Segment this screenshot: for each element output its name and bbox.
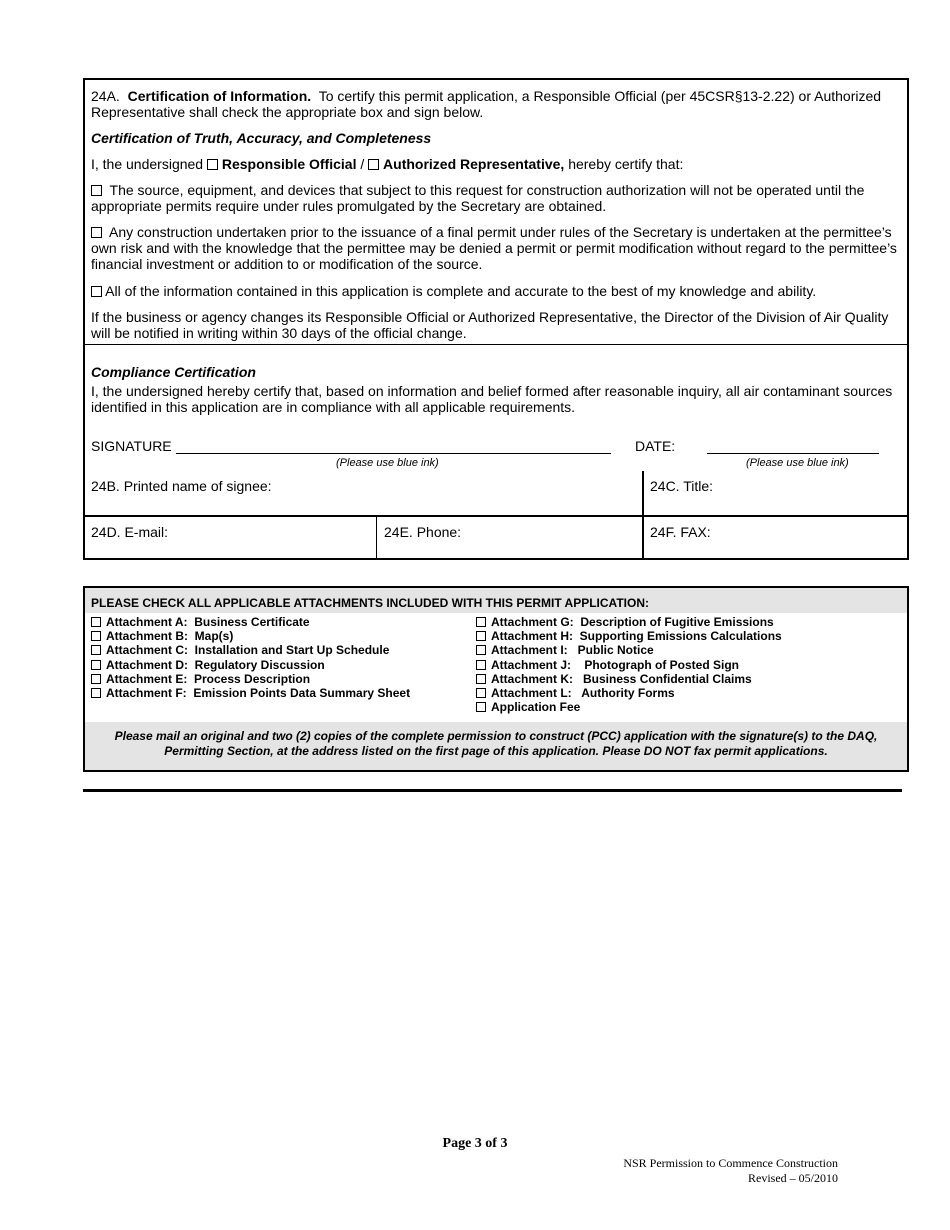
compliance-heading: Compliance Certification xyxy=(91,364,256,380)
change-notice: If the business or agency changes its Responsible Official or Authorized Representative, the Director of the Division of Air Quality will be notified in writing within 30 days of the official change. xyxy=(91,309,889,341)
attachment-checkbox[interactable] xyxy=(476,688,486,698)
attachments-header xyxy=(85,588,907,613)
undersigned-line xyxy=(91,156,901,172)
attachment-label: Attachment K: Business Confidential Claims xyxy=(491,671,752,686)
compliance-text: I, the undersigned hereby certify that, based on information and belief formed after reasonable inquiry, all air contaminant sources identified in this application are in compliance with all applicable requirements. xyxy=(91,383,893,415)
attachment-checkbox[interactable] xyxy=(476,631,486,641)
certification-intro xyxy=(91,88,901,120)
statement-3-checkbox[interactable] xyxy=(91,286,102,297)
attachment-label: Attachment B: Map(s) xyxy=(106,629,234,644)
authorized-rep-checkbox[interactable] xyxy=(368,159,379,170)
attachment-checkbox[interactable] xyxy=(91,660,101,670)
mail-instructions-box xyxy=(85,722,907,770)
signature-ink-note: (Please use blue ink) xyxy=(336,457,439,469)
undersigned-suffix: hereby certify that: xyxy=(568,156,684,172)
revision-date: Revised – 05/2010 xyxy=(748,1171,838,1185)
attachment-label: Attachment C: Installation and Start Up Schedule xyxy=(106,643,390,658)
form-name: NSR Permission to Commence Construction xyxy=(623,1156,838,1170)
attachment-checkbox[interactable] xyxy=(476,702,486,712)
attachment-item[interactable] xyxy=(476,672,782,686)
attachment-checkbox[interactable] xyxy=(91,631,101,641)
attachment-label: Attachment H: Supporting Emissions Calculations xyxy=(491,629,782,644)
attachments-right-column xyxy=(476,615,782,714)
attachment-checkbox[interactable] xyxy=(91,674,101,684)
statement-3-text: All of the information contained in this application is complete and accurate to the best of my knowledge and ability. xyxy=(105,283,817,299)
statement-1-checkbox[interactable] xyxy=(91,185,102,196)
attachment-label: Attachment A: Business Certificate xyxy=(106,615,310,629)
attachment-item[interactable] xyxy=(91,643,410,657)
printed-name-field[interactable]: 24B. Printed name of signee: xyxy=(91,478,272,494)
phone-field[interactable]: 24E. Phone: xyxy=(384,524,462,540)
attachment-checkbox[interactable] xyxy=(91,688,101,698)
title-field[interactable]: 24C. Title: xyxy=(650,478,714,494)
email-field[interactable]: 24D. E-mail: xyxy=(91,524,169,540)
certification-intro-text: To certify this permit application, a Responsible Official (per 45CSR§13-2.22) or Authorized Representative shall check the appropriate box and sign below. xyxy=(91,88,882,120)
divider xyxy=(376,516,377,558)
attachment-checkbox[interactable] xyxy=(476,645,486,655)
attachment-label: Attachment G: Description of Fugitive Emissions xyxy=(491,615,774,629)
page-number: Page 3 of 3 xyxy=(442,1136,508,1151)
signature-label: SIGNATURE xyxy=(91,438,172,454)
attachment-item[interactable] xyxy=(476,700,782,714)
statement-2 xyxy=(91,224,901,272)
attachment-item[interactable] xyxy=(476,615,782,629)
attachment-item[interactable] xyxy=(476,629,782,643)
attachment-label: Attachment L: Authority Forms xyxy=(491,686,675,701)
attachment-item[interactable] xyxy=(91,629,410,643)
attachments-section xyxy=(83,586,909,772)
attachment-checkbox[interactable] xyxy=(91,645,101,655)
statement-2-checkbox[interactable] xyxy=(91,227,102,238)
responsible-official-checkbox[interactable] xyxy=(207,159,218,170)
attachment-item[interactable] xyxy=(91,615,410,629)
statement-1-text: The source, equipment, and devices that subject to this request for construction authorization will not be operated until the appropriate permits require under rules promulgated by the Secretary are obtained. xyxy=(91,182,865,214)
form-footer xyxy=(623,1156,838,1186)
statement-2-text: Any construction undertaken prior to the issuance of a final permit under rules of the Secretary is undertaken at the permittee’s own risk and with the knowledge that the permittee may be denied a permit or permit modification without regard to the permittee’s financial investment or addition to or modification of the source. xyxy=(91,224,897,272)
undersigned-prefix: I, the undersigned xyxy=(91,156,204,172)
attachment-item[interactable] xyxy=(476,658,782,672)
attachment-label: Attachment E: Process Description xyxy=(106,671,311,686)
mail-instructions: Please mail an original and two (2) copies of the complete permission to construct (PCC) application with the signature(s) to the DAQ, Permitting Section, at the address listed on the first page of this application. Please DO NOT fax permit applications. xyxy=(114,729,878,758)
attachment-item[interactable] xyxy=(91,672,410,686)
attachment-item[interactable] xyxy=(91,686,410,700)
statement-3 xyxy=(91,283,901,299)
attachment-label: Application Fee xyxy=(491,700,581,715)
attachments-heading: PLEASE CHECK ALL APPLICABLE ATTACHMENTS INCLUDED WITH THIS PERMIT APPLICATION: xyxy=(91,596,649,610)
section-number: 24A. xyxy=(91,88,120,104)
date-label: DATE: xyxy=(635,438,676,454)
attachment-checkbox[interactable] xyxy=(476,660,486,670)
attachment-item[interactable] xyxy=(476,643,782,657)
attachment-item[interactable] xyxy=(476,686,782,700)
attachment-checkbox[interactable] xyxy=(476,617,486,627)
attachment-checkbox[interactable] xyxy=(91,617,101,627)
date-ink-note: (Please use blue ink) xyxy=(746,457,849,469)
attachment-label: Attachment J: Photograph of Posted Sign xyxy=(491,657,740,672)
attachment-label: Attachment D: Regulatory Discussion xyxy=(106,657,325,672)
separator: / xyxy=(360,156,365,172)
truth-heading: Certification of Truth, Accuracy, and Completeness xyxy=(91,130,432,146)
statement-1 xyxy=(91,182,901,214)
attachment-item[interactable] xyxy=(91,658,410,672)
divider xyxy=(85,515,907,517)
fax-field[interactable]: 24F. FAX: xyxy=(650,524,711,540)
certification-section xyxy=(83,78,909,560)
signature-line[interactable] xyxy=(176,453,611,454)
attachments-left-column xyxy=(91,615,410,700)
certification-heading: Certification of Information. xyxy=(127,88,312,104)
attachment-label: Attachment I: Public Notice xyxy=(491,643,654,658)
authorized-rep-label: Authorized Representative, xyxy=(383,156,565,172)
divider xyxy=(83,789,902,792)
date-line[interactable] xyxy=(707,453,879,454)
attachment-checkbox[interactable] xyxy=(476,674,486,684)
responsible-official-label: Responsible Official xyxy=(221,156,357,172)
attachment-label: Attachment F: Emission Points Data Summary Sheet xyxy=(106,686,411,701)
divider xyxy=(85,344,907,345)
